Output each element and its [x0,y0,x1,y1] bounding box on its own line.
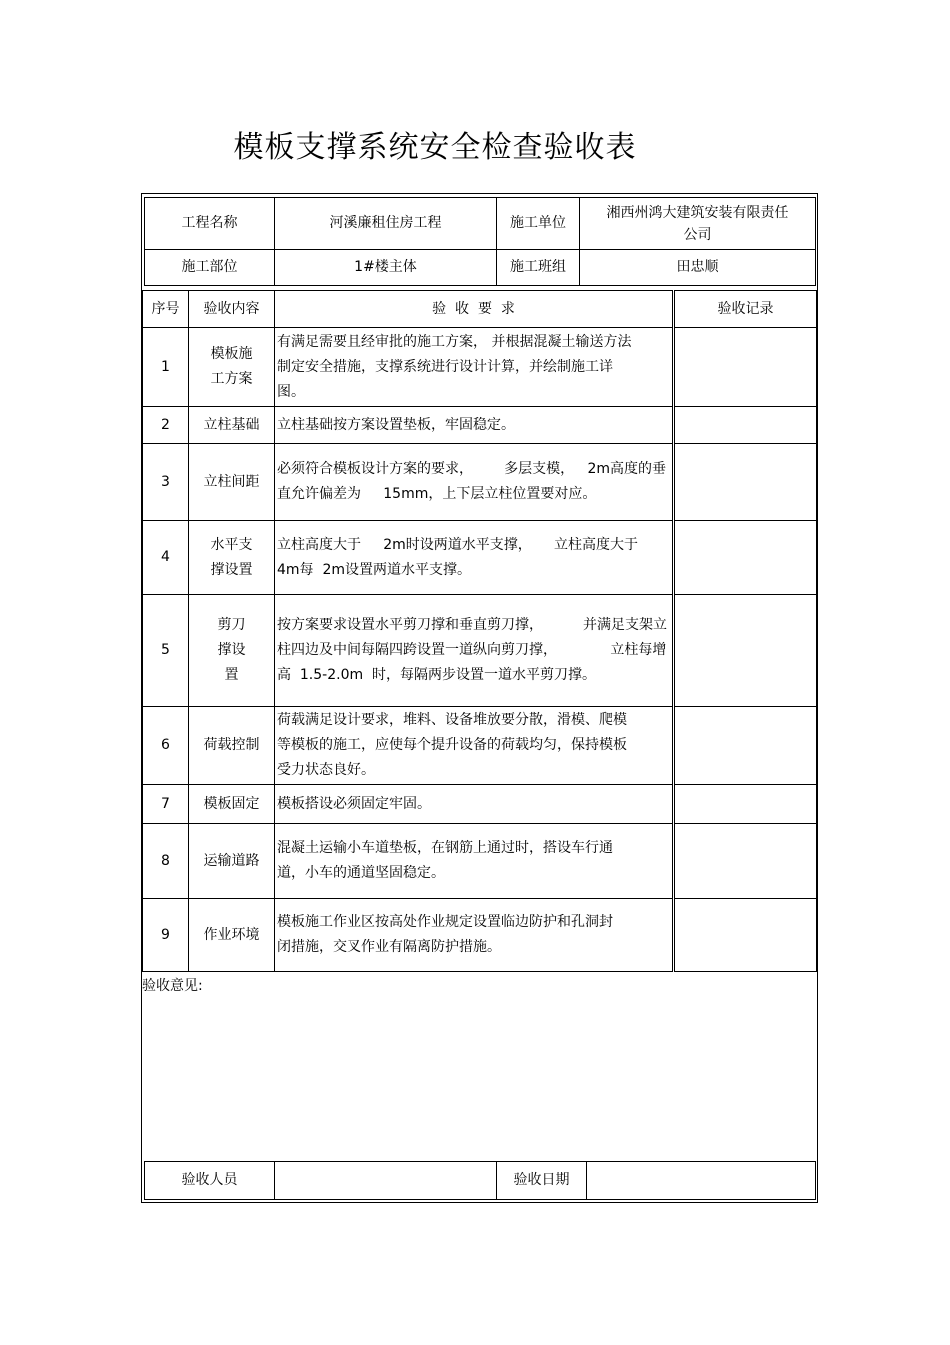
page-title: 模板支撑系统安全检查验收表 [233,130,637,165]
row-3-no: 3 [142,443,189,521]
row-8-requirement [274,823,673,899]
inspector-label: 验收人员 [144,1161,275,1200]
row-7-requirement [274,784,673,824]
row-1-content: 模板施工方案 [188,327,275,407]
project-name-label: 工程名称 [144,197,275,250]
row-6-requirement-text: 荷载满足设计要求，堆料、设备堆放要分散，滑模、爬模等模板的施工，应使每个提升设备的荷载均匀，保持模板受力状态良好。 [277,712,627,778]
row-1-requirement-text: 有满足需要且经审批的施工方案， 并根据混凝土输送方法制定安全措施，支撑系统进行设计计算，并绘制施工详图。 [277,333,632,400]
row-7-no: 7 [142,784,189,824]
row-8-content: 运输道路 [188,823,275,899]
opinion-label: 验收意见: [142,978,203,994]
row-3-content: 立柱间距 [188,443,275,521]
row-4-content: 水平支撑设置 [188,520,275,595]
row-8-record[interactable] [674,823,817,899]
opinion-area[interactable] [144,1000,814,1160]
row-2-record[interactable] [674,406,817,444]
team-label: 施工班组 [496,249,580,286]
row-9-record[interactable] [674,898,817,972]
team-value: 田忠顺 [579,249,816,286]
row-7-requirement-text: 模板搭设必须固定牢固。 [277,795,431,812]
part-value: 1#楼主体 [274,249,497,286]
column-header-record: 验收记录 [674,290,817,328]
row-6-no: 6 [142,706,189,785]
column-header-requirement: 验 收 要 求 [274,290,673,328]
row-9-requirement-text: 模板施工作业区按高处作业规定设置临边防护和孔洞封闭措施，交叉作业有隔离防护措施。 [277,914,613,955]
row-4-record[interactable] [674,520,817,595]
part-label: 施工部位 [144,249,275,286]
row-7-content: 模板固定 [188,784,275,824]
column-header-content: 验收内容 [188,290,275,328]
row-7-record[interactable] [674,784,817,824]
row-2-requirement [274,406,673,444]
contractor-label: 施工单位 [496,197,580,250]
row-9-content: 作业环境 [188,898,275,972]
row-6-content: 荷载控制 [188,706,275,785]
column-header-seq: 序号 [142,290,189,328]
row-9-requirement [274,898,673,972]
inspector-value[interactable] [274,1161,497,1200]
row-2-content: 立柱基础 [188,406,275,444]
inspection-table [141,193,818,1203]
contractor-value: 湘西州鸿大建筑安装有限责任公司 [579,197,816,250]
row-9-no: 9 [142,898,189,972]
row-2-requirement-text: 立柱基础按方案设置垫板，牢固稳定。 [277,416,515,433]
date-value[interactable] [586,1161,816,1200]
row-8-no: 8 [142,823,189,899]
row-5-requirement [274,594,673,707]
project-name-value: 河溪廉租住房工程 [274,197,497,250]
row-4-no: 4 [142,520,189,595]
row-5-record[interactable] [674,594,817,707]
row-3-requirement [274,443,673,521]
row-6-record[interactable] [674,706,817,785]
row-3-record[interactable] [674,443,817,521]
row-5-requirement-text: 按方案要求设置水平剪刀撑和垂直剪刀撑， 并满足支架立柱四边及中间每隔四跨设置一道纵向剪刀撑， 立柱每增高 1.5-2.0m 时，每隔两步设置一道水平剪刀撑。 [277,617,668,683]
row-1-requirement [274,327,673,407]
row-5-no: 5 [142,594,189,707]
row-1-record[interactable] [674,327,817,407]
row-3-requirement-text: 必须符合模板设计方案的要求， 多层支模， 2m高度的垂直允许偏差为 15mm，上下层立柱位置要对应。 [277,461,667,502]
row-4-requirement-text: 立柱高度大于 2m时设两道水平支撑， 立柱高度大于 4m每 2m设置两道水平支撑。 [277,536,661,578]
row-5-content: 剪刀撑设置 [188,594,275,707]
row-8-requirement-text: 混凝土运输小车道垫板，在钢筋上通过时，搭设车行通道，小车的通道坚固稳定。 [277,840,613,881]
row-4-requirement [274,520,673,595]
row-1-no: 1 [142,327,189,407]
row-2-no: 2 [142,406,189,444]
row-6-requirement [274,706,673,785]
date-label: 验收日期 [496,1161,587,1200]
